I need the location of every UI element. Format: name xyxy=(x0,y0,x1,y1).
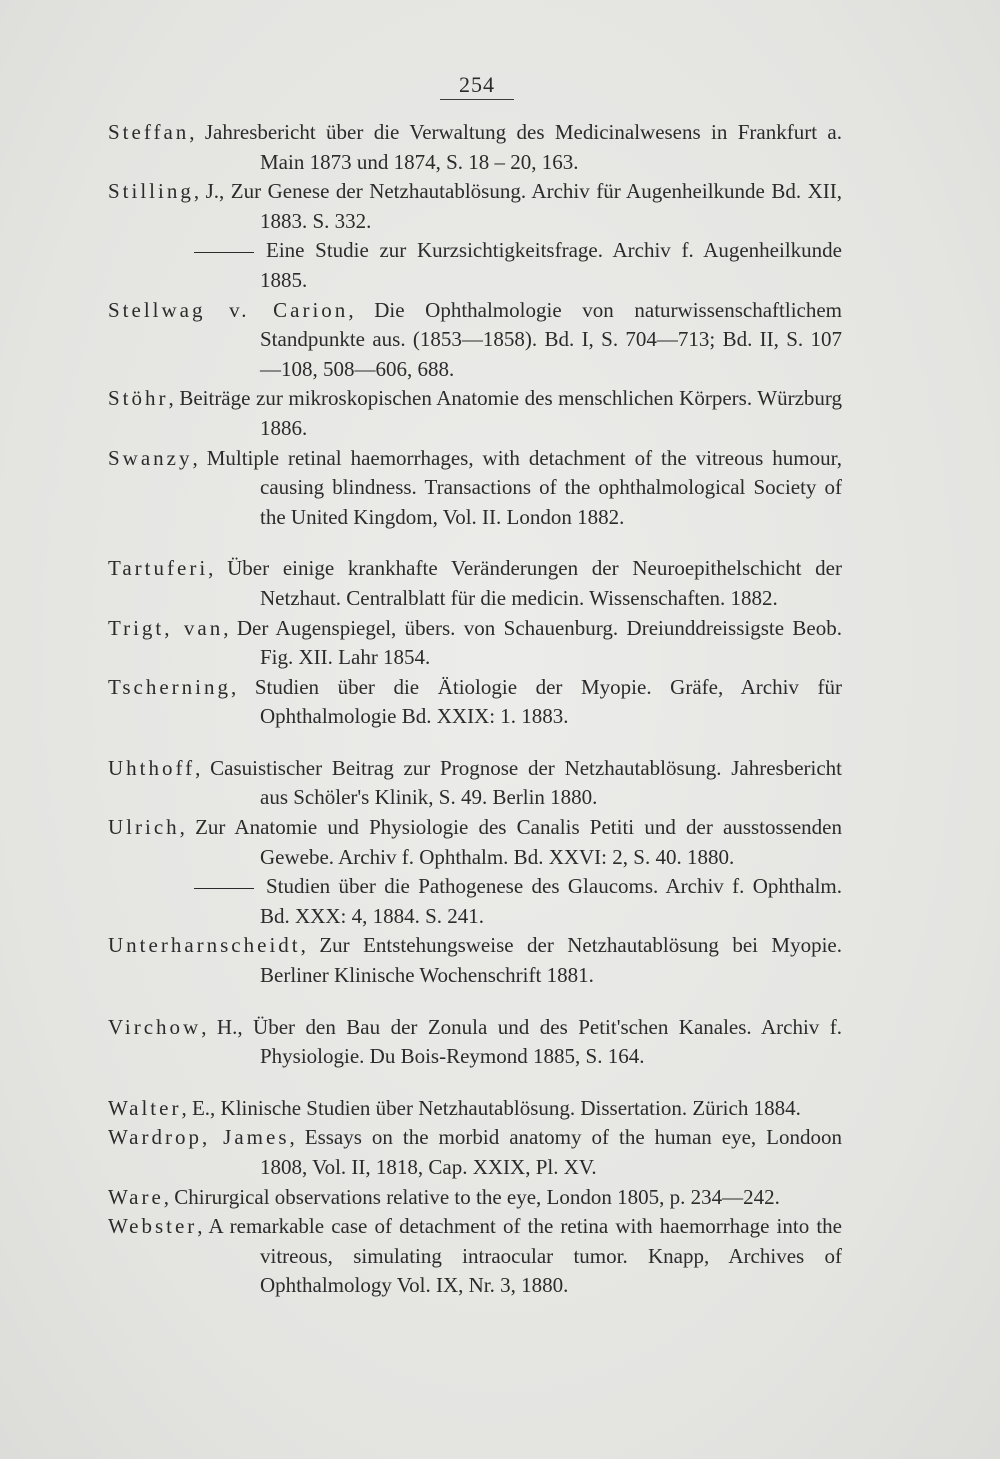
entry-author: Stellwag v. Carion xyxy=(108,297,349,322)
bibliography-entry xyxy=(108,673,842,732)
entry-author: Tscherning xyxy=(108,674,232,699)
entry-text: , Der Augenspiegel, übers. von Schauenburg. Dreiunddreissigste Beob. Fig. XII. Lahr 1854. xyxy=(223,615,842,670)
entry-text: , Studien über die Ätiologie der Myopie. Gräfe, Archiv für Ophthalmologie Bd. XXIX: 1. 1883. xyxy=(231,674,842,729)
bibliography-entry xyxy=(108,177,842,236)
bibliography-entry xyxy=(108,444,842,533)
bibliography-entry xyxy=(108,872,842,931)
bibliography-entry xyxy=(108,236,842,295)
bibliography-entry xyxy=(108,813,842,872)
entry-text: , H., Über den Bau der Zonula und des Petit'schen Kanales. Archiv f. Physiologie. Du Bois-Reymond 1885, S. 164. xyxy=(201,1014,842,1069)
entry-text: , E., Klinische Studien über Netzhautablösung. Dissertation. Zürich 1884. xyxy=(181,1095,801,1120)
bibliography-entry xyxy=(108,1013,842,1072)
entry-author: Uhthoff xyxy=(108,755,196,780)
entry-text: , Jahresbericht über die Verwaltung des Medicinalwesens in Frankfurt a. Main 1873 und 1874, S. 18 – 20, 163. xyxy=(189,120,842,174)
bibliography-entry xyxy=(108,1123,842,1182)
entry-author: Virchow xyxy=(108,1014,202,1039)
entry-author: Trigt, van xyxy=(108,615,224,640)
ditto-dash xyxy=(194,888,254,889)
bibliography-list xyxy=(108,118,842,1301)
entry-text: , A remarkable case of detachment of the retina with haemorrhage into the vitreous, simulating intraocular tumor. Knapp, Archives of Ophthalmology Vol. IX, Nr. 3, 1880. xyxy=(197,1214,842,1298)
section-gap xyxy=(108,1072,842,1094)
entry-text: , Über einige krankhafte Veränderungen der Neuroepithelschicht der Netzhaut. Centralblatt für die medicin. Wissenschaften. 1882. xyxy=(208,556,842,610)
entry-author: Wardrop, James xyxy=(108,1125,290,1150)
entry-author: Tartuferi xyxy=(108,556,209,581)
bibliography-entry xyxy=(108,1094,842,1124)
entry-text: , Beiträge zur mikroskopischen Anatomie des menschlichen Körpers. Würzburg 1886. xyxy=(168,386,842,440)
entry-text: , Multiple retinal haemorrhages, with detachment of the vitreous humour, causing blindness. Transactions of the ophthalmological Society of the United Kingdom, Vol. II. London 1882. xyxy=(192,445,842,529)
entry-author: Unterharnscheidt xyxy=(108,933,301,958)
section-gap xyxy=(108,532,842,554)
bibliography-entry xyxy=(108,754,842,813)
entry-author: Stilling xyxy=(108,179,194,204)
entry-author: Stöhr xyxy=(108,386,169,411)
bibliography-entry xyxy=(108,1212,842,1301)
ditto-dash xyxy=(194,252,254,253)
entry-text: , Essays on the morbid anatomy of the human eye, Londoon 1808, Vol. II, 1818, Cap. XXIX, Pl. XV. xyxy=(260,1125,842,1179)
entry-text: , Zur Entstehungsweise der Netzhautablösung bei Myopie. Berliner Klinische Wochenschrift 1881. xyxy=(260,933,842,988)
page-number: 254 xyxy=(459,72,495,97)
entry-text: , J., Zur Genese der Netzhautablösung. Archiv für Augenheilkunde Bd. XII, 1883. S. 332. xyxy=(193,179,842,233)
entry-author: Walter xyxy=(108,1095,182,1120)
entry-author: Ware xyxy=(108,1184,164,1209)
entry-author: Steffan xyxy=(108,120,190,144)
bibliography-entry xyxy=(108,1183,842,1213)
bibliography-entry xyxy=(108,296,842,385)
entry-author: Ulrich xyxy=(108,815,180,840)
bibliography-entry xyxy=(108,384,842,443)
bibliography-entry xyxy=(108,614,842,673)
entry-text: , Zur Anatomie und Physiologie des Canalis Petiti und der ausstossenden Gewebe. Archiv f. Ophthalm. Bd. XXVI: 2, S. 40. 1880. xyxy=(179,815,842,869)
entry-author: Webster xyxy=(108,1214,198,1239)
bibliography-entry xyxy=(108,118,842,177)
entry-author: Swanzy xyxy=(108,445,193,470)
entry-text: Eine Studie zur Kurzsichtigkeitsfrage. Archiv f. Augenheilkunde 1885. xyxy=(260,238,842,292)
page-number-rule xyxy=(440,99,514,100)
entry-text: , Die Ophthalmologie von naturwissenschaftlichem Standpunkte aus. (1853—1858). Bd. I, S. 704—713; Bd. II, S. 107—108, 508—606, 688. xyxy=(260,297,843,381)
section-gap xyxy=(108,732,842,754)
bibliography-entry xyxy=(108,554,842,613)
bibliography-entry xyxy=(108,931,842,990)
entry-text: Studien über die Pathogenese des Glaucoms. Archiv f. Ophthalm. Bd. XXX: 4, 1884. S. 241. xyxy=(260,874,842,928)
entry-text: , Chirurgical observations relative to the eye, London 1805, p. 234—242. xyxy=(163,1184,780,1209)
entry-text: , Casuistischer Beitrag zur Prognose der Netzhautablösung. Jahresbericht aus Schöler's Klinik, S. 49. Berlin 1880. xyxy=(195,755,842,810)
section-gap xyxy=(108,991,842,1013)
